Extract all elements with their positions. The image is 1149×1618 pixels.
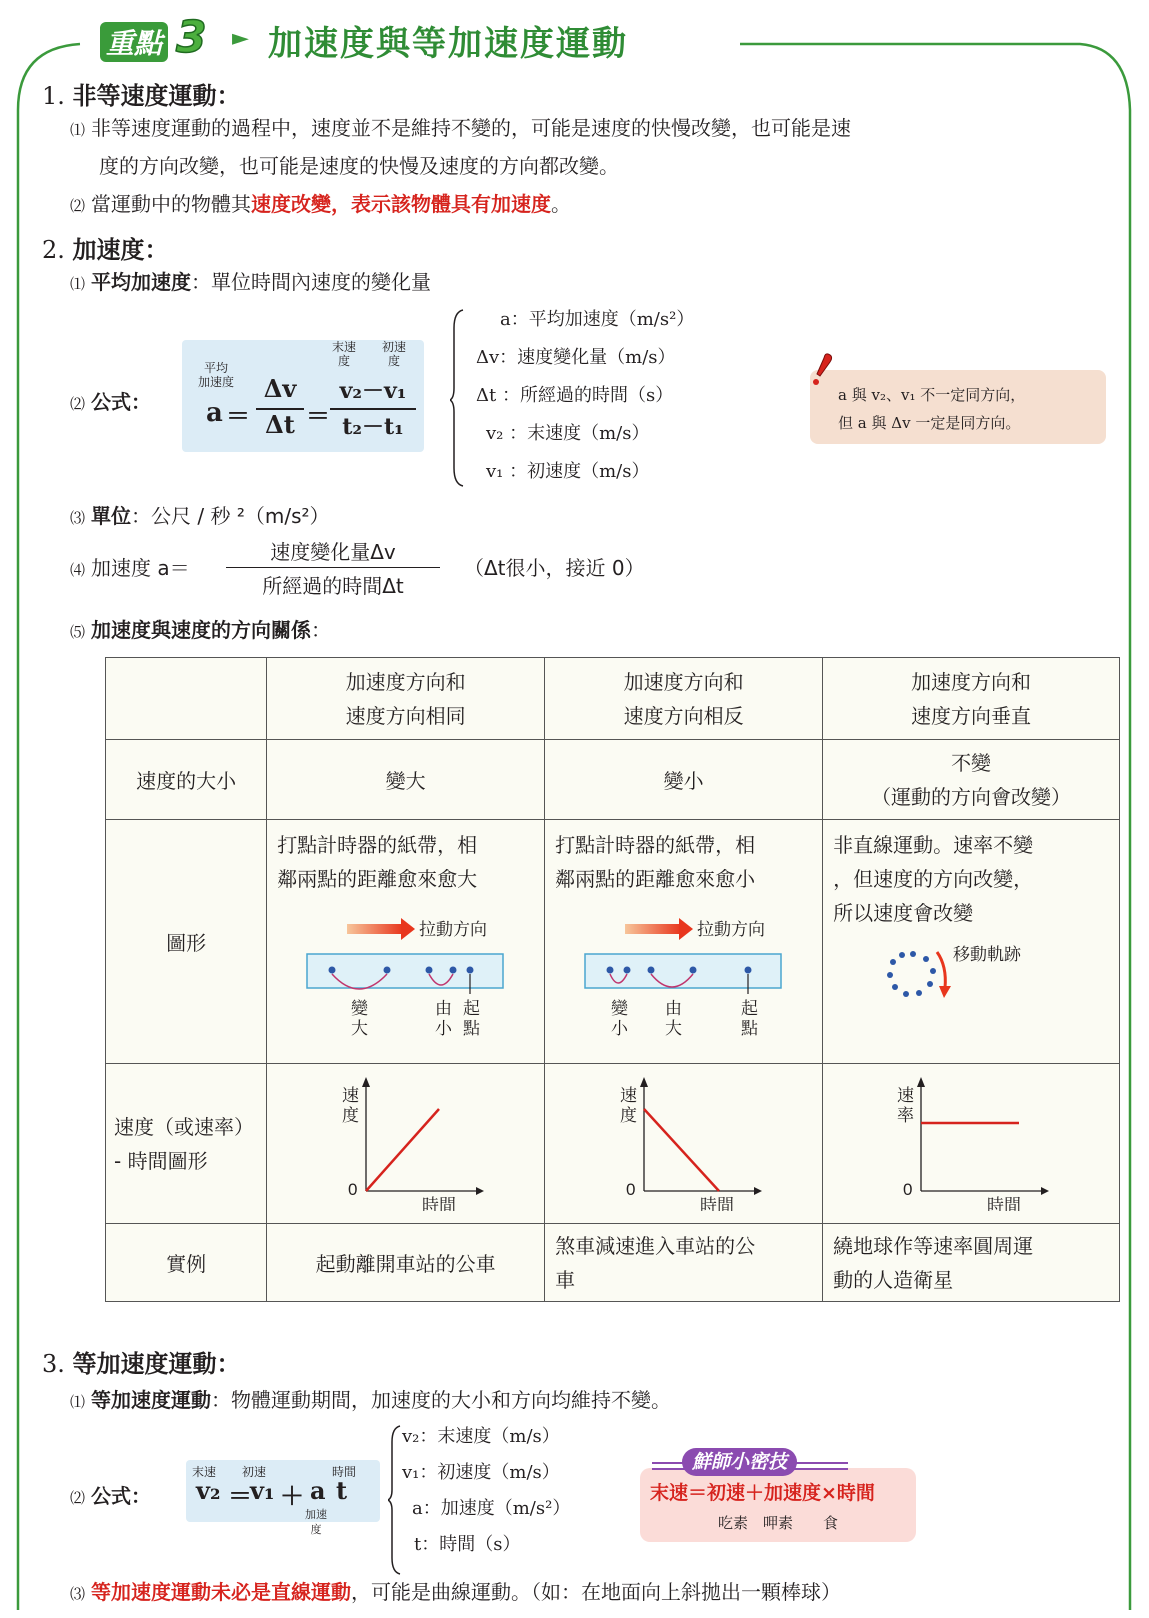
shape-cell-3: 非直線運動。速率不變 ，但速度的方向改變， 所以速度會改變 移動軌跡	[823, 820, 1120, 1064]
section-3-item-1: ⑴ 等加速度運動：物體運動期間，加速度的大小和方向均維持不變。	[70, 1388, 672, 1412]
x-axis-label: 時間	[987, 1196, 1022, 1211]
legend-line: t：時間（s）	[414, 1534, 521, 1555]
move-path-label: 移動軌跡	[953, 945, 1022, 964]
section-2-item-4-note: （Δt很小，接近 0）	[464, 556, 645, 580]
pull-label: 拉動方向	[697, 920, 766, 939]
tape-label: 由	[665, 999, 683, 1018]
section-2-item-1: ⑴ 平均加速度：單位時間內速度的變化量	[70, 270, 432, 294]
pull-arrow-icon	[625, 924, 681, 934]
cell: 變大	[267, 740, 545, 820]
legend-line: v₁ ：初速度（m/s）	[486, 461, 650, 482]
y-axis-label: 速	[619, 1086, 637, 1105]
legend-line: v₂：末速度（m/s）	[402, 1426, 560, 1447]
tape-label: 由	[435, 999, 453, 1018]
svg-text:速率 0 時間: 速率 0 時間	[897, 1086, 1021, 1211]
accel-fraction: 速度變化量Δv 所經過的時間Δt	[226, 536, 440, 599]
x-axis-label: 時間	[421, 1196, 456, 1211]
cell: 煞車減速進入車站的公 車	[545, 1224, 823, 1302]
motion-arrow-icon	[939, 986, 951, 998]
tip-box: 末速＝初速＋加速度×時間 吃素 呷素 食	[640, 1468, 916, 1542]
section-2-item-5: ⑸ 加速度與速度的方向關係：	[70, 618, 332, 642]
speed-time-graph-constant	[861, 1071, 1081, 1211]
uniform-accel-formula: 末速 初速 時間 v₂ ＝ v₁ ＋ a t 加速	[186, 1460, 380, 1522]
graph-cell	[823, 1064, 1120, 1224]
legend-line: a：平均加速度（m/s²）	[500, 309, 695, 330]
row-label: 圖形	[106, 820, 267, 1064]
page-title: 加速度與等加速度運動	[268, 24, 628, 64]
shape-cell-1: 打點計時器的紙帶，相 鄰兩點的距離愈來愈大 拉動方向 變大 由小 起點	[267, 820, 545, 1064]
row-label: 速度（或速率） - 時間圖形	[106, 1064, 267, 1224]
zero-label: 0	[347, 1180, 358, 1199]
ticker-tape-diagram	[277, 912, 533, 1042]
y-axis-label: 速	[341, 1086, 359, 1105]
shape-cell-2: 打點計時器的紙帶，相 鄰兩點的距離愈來愈小 拉動方向 變小 由大 起點	[545, 820, 823, 1064]
avg-accel-formula: 平均 加速度 a ＝ Δv Δt ＝ 末速 度 初速 度 v₂－v₁ t₂－t₁	[182, 340, 424, 452]
legend-brace	[388, 1424, 402, 1576]
header-badge	[100, 12, 230, 63]
section-1-item-1: ⑴ 非等速度運動的過程中，速度並不是維持不變的，可能是速度的快慢改變，也可能是速	[70, 116, 852, 140]
x-axis-label: 時間	[699, 1196, 734, 1211]
cell: 不變 （運動的方向會改變）	[823, 740, 1120, 820]
circular-path-diagram	[833, 930, 1103, 1010]
direction-table	[105, 657, 1120, 1302]
row-label: 速度的大小	[106, 740, 267, 820]
header-arrow: ►	[232, 26, 249, 51]
section-3-item-3: ⑶ 等加速度運動未必是直線運動，可能是曲線運動。（如：在地面向上斜拋出一顆棒球）	[70, 1580, 842, 1604]
tape-label: 變	[351, 999, 369, 1018]
acc-label-2: 度	[310, 1523, 322, 1536]
badge-word: 重點	[100, 22, 168, 62]
svg-text:變大 由小 起點: 變大 由小 起點	[351, 999, 481, 1038]
pull-label: 拉動方向	[419, 920, 488, 939]
legend-line: Δt ：所經過的時間（s）	[476, 385, 674, 406]
tip-title: 鮮師小密技	[652, 1448, 848, 1478]
velocity-time-graph-increasing	[306, 1071, 506, 1211]
svg-text:速度 0 時間: 速度 0 時間	[342, 1086, 456, 1211]
legend-line: v₁：初速度（m/s）	[402, 1462, 560, 1483]
tape-label: 起	[741, 999, 759, 1018]
section-2-formula-label: ⑵ 公式：	[70, 390, 152, 414]
y-axis-label: 速	[897, 1086, 915, 1105]
tape-label: 起	[463, 999, 481, 1018]
svg-text:變小 由大 起點: 變小 由大 起點	[611, 999, 759, 1038]
tape-label: 變	[611, 999, 629, 1018]
section-1-item-2: ⑵ 當運動中的物體其速度改變，表示該物體具有加速度。	[70, 192, 572, 216]
zero-label: 0	[625, 1180, 636, 1199]
legend-line: a：加速度（m/s²）	[412, 1498, 571, 1519]
section-3-heading: 3. 等加速度運動：	[42, 1350, 241, 1378]
legend-line: Δv：速度變化量（m/s）	[476, 347, 676, 368]
section-2-item-4: ⑷ 加速度 a＝	[70, 556, 190, 580]
section-2-item-3: ⑶ 單位：公尺 / 秒 ²（m/s²）	[70, 504, 330, 528]
section-1-item-1-cont: 度的方向改變，也可能是速度的快慢及速度的方向都改變。	[99, 154, 619, 178]
zero-label: 0	[903, 1180, 913, 1199]
legend-line: v₂ ：末速度（m/s）	[486, 423, 650, 444]
section-1-heading: 1. 非等速度運動：	[42, 82, 241, 110]
note-box: a 與 v₂、v₁ 不一定同方向， 但 a 與 Δv 一定是同方向。	[810, 370, 1106, 444]
velocity-time-graph-decreasing	[584, 1071, 784, 1211]
pull-arrow-icon	[347, 924, 403, 934]
section-2-heading: 2. 加速度：	[42, 236, 169, 264]
graph-cell	[267, 1064, 545, 1224]
ticker-tape-diagram	[555, 912, 811, 1042]
svg-text:速度 0 時間: 速度 0 時間	[620, 1086, 734, 1211]
legend-brace	[450, 308, 466, 488]
cell: 起動離開車站的公車	[267, 1224, 545, 1302]
graph-cell	[545, 1064, 823, 1224]
cell: 繞地球作等速率圓周運 動的人造衛星	[823, 1224, 1120, 1302]
cell: 變小	[545, 740, 823, 820]
row-label: 實例	[106, 1224, 267, 1302]
badge-number: 3	[176, 12, 207, 63]
col-header: 加速度方向和 速度方向相同	[267, 658, 545, 740]
col-header: 加速度方向和 速度方向垂直	[823, 658, 1120, 740]
section-3-formula-label: ⑵ 公式：	[70, 1484, 152, 1508]
col-header: 加速度方向和 速度方向相反	[545, 658, 823, 740]
exclamation-icon	[810, 352, 834, 386]
